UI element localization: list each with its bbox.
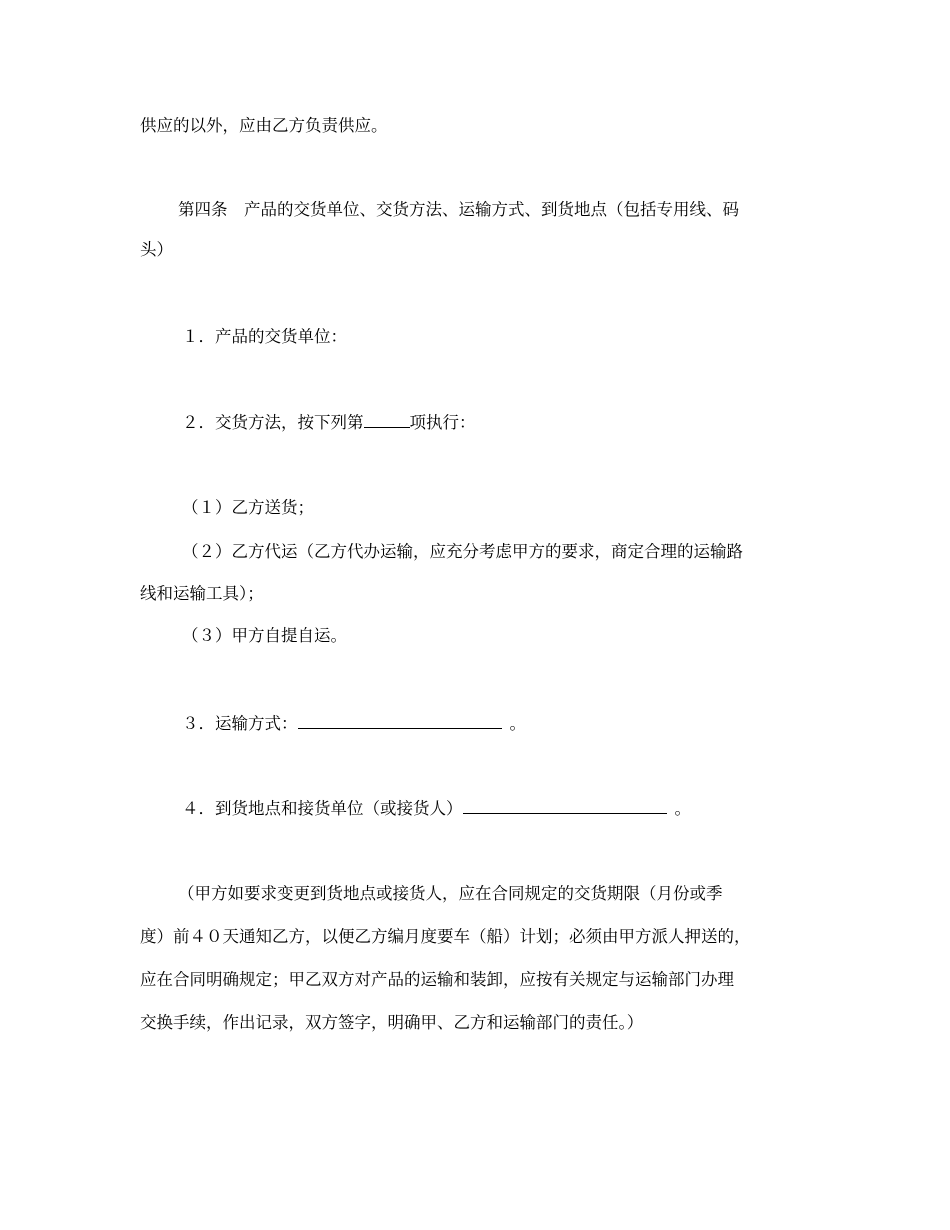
- item-4-arrival-place: [182, 797, 691, 820]
- intro-paragraph: 供应的以外，应由乙方负责供应。: [140, 116, 388, 135]
- item-3-suffix: 。: [509, 714, 526, 733]
- option-2-line-2: 线和运输工具）；: [140, 584, 264, 603]
- item-4-blank: [463, 797, 667, 814]
- item-2-prefix: ２．交货方法，按下列第: [182, 413, 364, 432]
- item-3-prefix: ３．运输方式：: [182, 714, 298, 733]
- item-2-delivery-method: [182, 411, 476, 434]
- item-2-suffix: 项执行：: [409, 413, 476, 432]
- note-line-3: 应在合同明确规定；甲乙双方对产品的运输和装卸，应按有关规定与运输部门办理: [140, 970, 734, 989]
- item-2-blank: [364, 411, 410, 428]
- option-1: （１）乙方送货；: [182, 498, 314, 517]
- item-1-delivery-unit: １．产品的交货单位：: [182, 327, 347, 346]
- item-3-transport-mode: [182, 712, 526, 735]
- item-4-prefix: ４．到货地点和接货单位（或接货人）: [182, 799, 463, 818]
- note-line-2: 度）前４０天通知乙方，以便乙方编月度要车（船）计划；必须由甲方派人押送的，: [140, 927, 751, 946]
- option-3: （３）甲方自提自运。: [182, 626, 347, 645]
- article-4-title-line-1: 第四条 产品的交货单位、交货方法、运输方式、到货地点（包括专用线、码: [178, 200, 739, 219]
- item-3-blank: [298, 712, 502, 729]
- option-2-line-1: （２）乙方代运（乙方代办运输，应充分考虑甲方的要求，商定合理的运输路: [182, 542, 743, 561]
- item-4-suffix: 。: [674, 799, 691, 818]
- article-4-title-line-2: 头）: [140, 240, 173, 259]
- note-line-1: （甲方如要求变更到货地点或接货人，应在合同规定的交货期限（月份或季: [178, 884, 723, 903]
- note-line-4: 交换手续，作出记录，双方签字，明确甲、乙方和运输部门的责任。）: [140, 1013, 644, 1032]
